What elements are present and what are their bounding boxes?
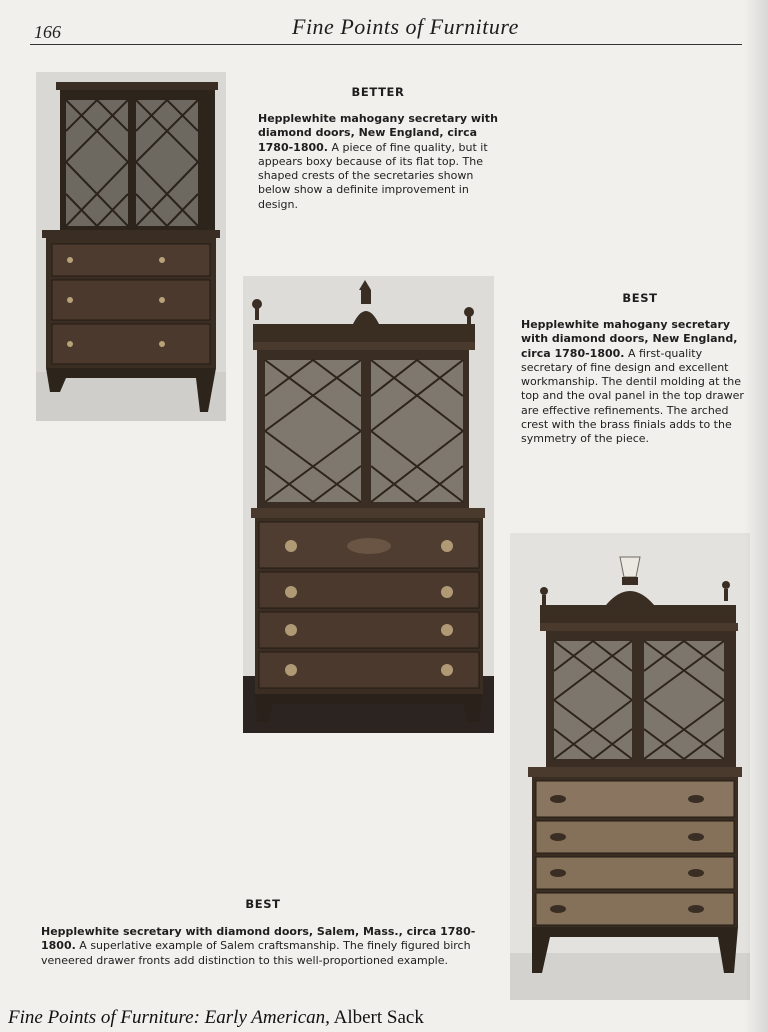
photo-arched-crest-secretary xyxy=(243,276,494,733)
caption-best-1 xyxy=(521,318,751,447)
header-rule xyxy=(30,44,742,45)
running-title: Fine Points of Furniture xyxy=(292,14,519,39)
caption-better xyxy=(258,112,498,212)
caption-better-text: A piece of fine quality, but it appears boxy because of its flat top. The shaped crests of the secretaries shown below show a definite improvement in design. xyxy=(258,140,488,211)
source-credit xyxy=(8,1007,424,1029)
caption-best-2-title: Hepplewhite secretary with diamond doors, Salem, Mass., circa 1780-1800. xyxy=(41,925,476,953)
credit-author: Albert Sack xyxy=(329,1007,424,1028)
caption-best-2 xyxy=(41,925,489,968)
caption-best-2-text: A superlative example of Salem craftsmanship. The finely figured birch veneered drawer fronts add distinction to this well-proportioned example. xyxy=(41,939,471,967)
caption-best-1-title: Hepplewhite mahogany secretary with diamond doors, New England, circa 1780-1800. xyxy=(521,318,738,360)
page-number: 166 xyxy=(34,22,61,42)
rating-best-1: BEST xyxy=(622,291,658,305)
rating-best-2: BEST xyxy=(245,897,281,911)
photo-flat-top-secretary xyxy=(36,72,226,421)
caption-better-title: Hepplewhite mahogany secretary with diamond doors, New England, circa 1780-1800. xyxy=(258,112,498,154)
page-edge-shadow xyxy=(744,0,768,1032)
photo-salem-secretary xyxy=(510,533,750,1000)
credit-title: Fine Points of Furniture: Early American, xyxy=(8,1007,330,1028)
rating-better: BETTER xyxy=(351,85,405,99)
caption-best-1-text: A first-quality secretary of fine design and excellent workmanship. The dentil molding at the top and the oval panel in the top drawer are effective refinements. The arched crest with the brass finials adds to the symmetry of the piece. xyxy=(521,346,744,446)
